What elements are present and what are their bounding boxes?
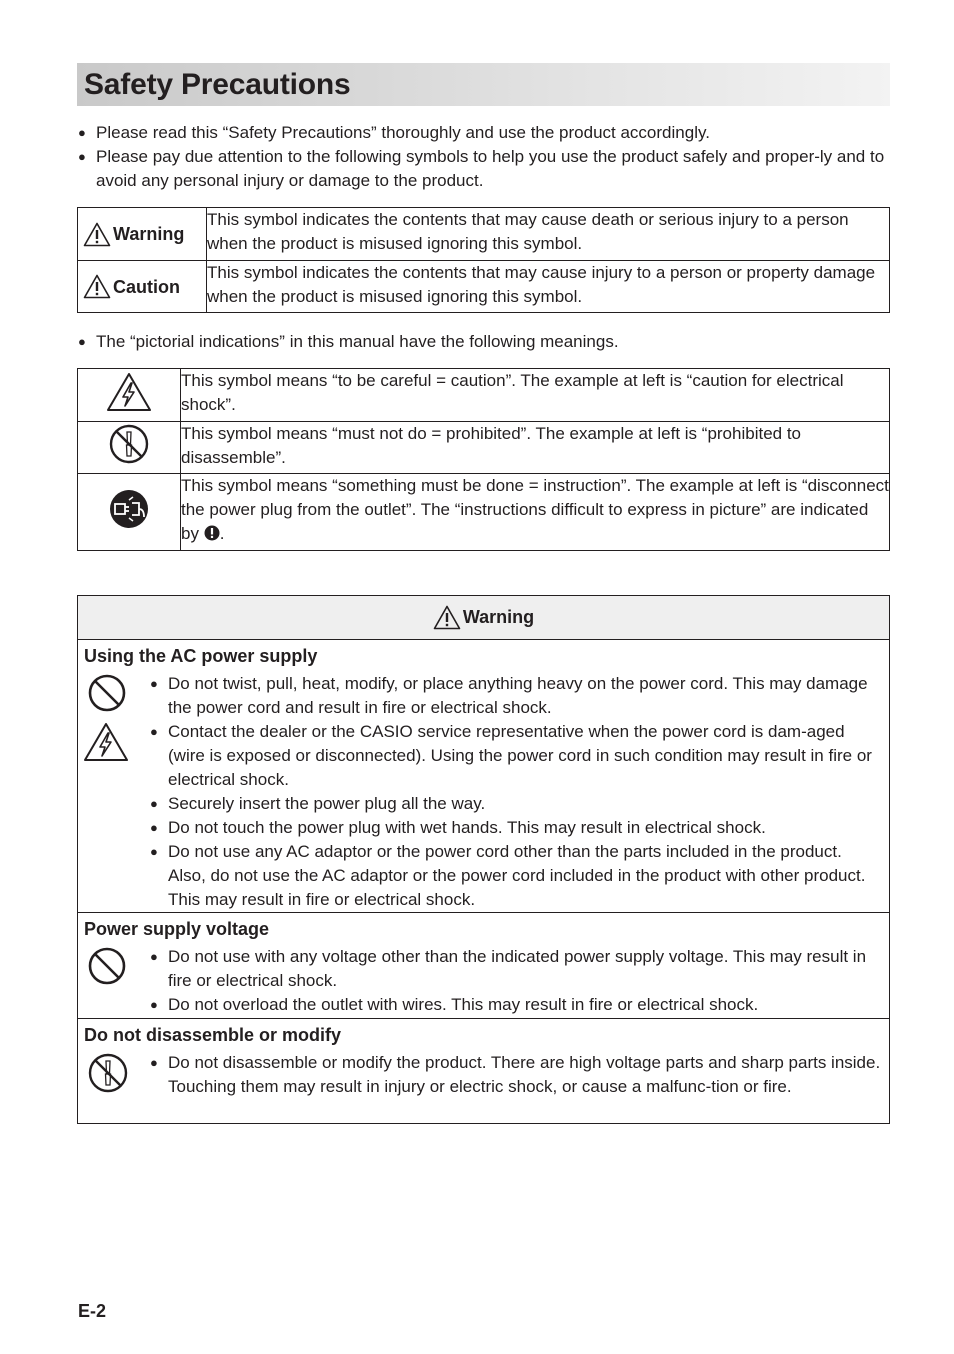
warning-box-title: Warning: [462, 607, 535, 627]
instruction-exclamation-icon: [204, 525, 220, 541]
level-table: [77, 207, 890, 313]
pictorial-row: [78, 474, 890, 551]
warning-description: This symbol indicates the contents that may cause death or serious injury to a person when the product is misused ignoring this symbol.: [207, 208, 890, 261]
list-item: ● Do not touch the power plug with wet hands. This may result in electrical shock.: [168, 816, 881, 840]
section-heading: Do not disassemble or modify: [84, 1025, 342, 1045]
page-title: Safety Precautions: [84, 68, 351, 101]
intro-bullets: [78, 121, 890, 193]
intro-bullet: ● Please read this “Safety Precautions” thoroughly and use the product accordingly.: [78, 121, 890, 145]
title-bar: [77, 63, 890, 106]
electric-shock-caution-icon: [106, 372, 152, 412]
list-item: ● Contact the dealer or the CASIO service representative when the power cord is dam-aged (wire is exposed or disconnected). Using the power cord in such condition may result in fire or electrical shock.: [168, 720, 881, 792]
warning-box: [77, 595, 890, 1124]
unplug-instruction-icon: [109, 489, 149, 529]
prohibited-icon: [87, 946, 127, 986]
caution-description: This symbol indicates the contents that may cause injury to a person or property damage when the product is misused ignoring this symbol.: [207, 261, 890, 313]
warning-triangle-icon: [83, 222, 111, 247]
caution-triangle-icon: [83, 274, 111, 299]
warning-label: Warning: [113, 224, 185, 244]
pictorial-instruction-text: This symbol means “something must be done = instruction”. The example at left is “disconnect the power plug from the outlet”. The “instructions difficult to express in picture” are indicated by: [181, 476, 889, 543]
list-item: ● Securely insert the power plug all the way.: [168, 792, 881, 816]
section-list: [78, 1047, 889, 1101]
pictorial-caution-text: This symbol means “to be careful = caution”. The example at left is “caution for electrical shock”.: [181, 369, 890, 422]
warning-box-header: [78, 596, 889, 640]
list-item: ● Do not use any AC adaptor or the power cord other than the parts included in the product. Also, do not use the AC adaptor or the power cord included in the product with other product. This may result in fire or electrical shock.: [168, 840, 881, 912]
pictorial-row: [78, 422, 890, 474]
section-voltage: [78, 913, 889, 1019]
page-number: E-2: [78, 1301, 107, 1321]
pictorial-intro-bullet: ● The “pictorial indications” in this manual have the following meanings.: [78, 330, 890, 354]
pictorial-prohibited-text: This symbol means “must not do = prohibited”. The example at left is “prohibited to disassemble”.: [181, 422, 890, 474]
section-list: [78, 668, 889, 914]
list-item: ● Do not overload the outlet with wires. This may result in fire or electrical shock.: [168, 993, 881, 1017]
intro-bullet: ● Please pay due attention to the following symbols to help you use the product safely and proper-ly and to avoid any personal injury or damage to the product.: [78, 145, 890, 193]
section-heading: Using the AC power supply: [84, 646, 318, 666]
level-row: [78, 261, 890, 313]
level-row: [78, 208, 890, 261]
section-ac-power: [78, 640, 889, 913]
section-disassemble: [78, 1019, 889, 1123]
list-item: ● Do not twist, pull, heat, modify, or place anything heavy on the power cord. This may damage the power cord and result in fire or electrical shock.: [168, 672, 881, 720]
pictorial-intro: [78, 330, 890, 354]
caution-label: Caution: [113, 276, 180, 297]
prohibited-icon: [87, 673, 127, 713]
pictorial-table: [77, 368, 890, 551]
section-heading: Power supply voltage: [84, 919, 270, 939]
list-item: ● Do not use with any voltage other than the indicated power supply voltage. This may result in fire or electrical shock.: [168, 945, 881, 993]
no-disassemble-icon: [87, 1052, 129, 1094]
list-item: ● Do not disassemble or modify the product. There are high voltage parts and sharp parts inside. Touching them may result in injury or electric shock, or cause a malfunc-tion or fire.: [168, 1051, 881, 1099]
electric-shock-caution-icon: [83, 722, 129, 762]
warning-triangle-icon: [433, 605, 461, 630]
no-disassemble-icon: [108, 423, 150, 465]
pictorial-row: [78, 369, 890, 422]
pictorial-instruction-period: .: [219, 524, 225, 543]
section-list: [78, 941, 889, 1019]
